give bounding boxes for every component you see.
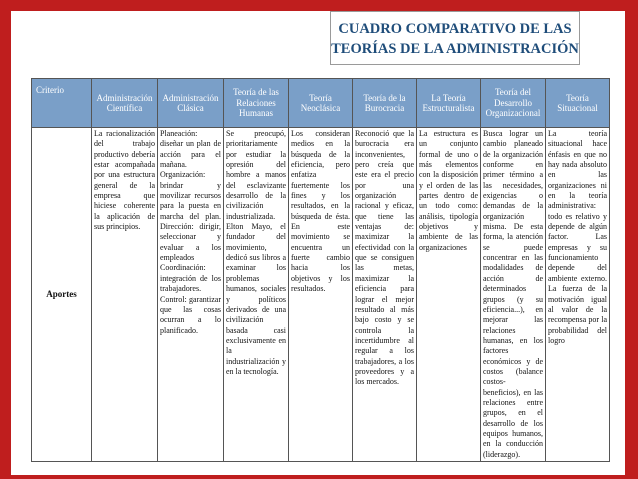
title-line-1: CUADRO COMPARATIVO DE LAS (338, 21, 572, 37)
header-situacional: Teoría Situacional (546, 79, 610, 128)
comparison-table (31, 78, 610, 462)
header-estructuralista: La Teoría Estructuralista (417, 79, 481, 128)
table-header-row (32, 79, 610, 128)
header-neoclasica: Teoría Neoclásica (289, 79, 353, 128)
row-label-aportes: Aportes (32, 128, 92, 462)
header-desarrollo-organizacional: Teoría del Desarrollo Organizacional (481, 79, 546, 128)
cell-burocracia: Reconoció que la burocracia era inconvenientes, pero creía que este era el precio por una organización racional y eficaz, que tiene las ventajas de: maximizar la efectividad con la que se consiguen las metas, maximizar la eficiencia para lograr el mejor resultado al más bajo costo y se controla la incertidumbre al regular a los trabajadores, a los proveedores y a los mercados. (353, 128, 417, 462)
table-row-aportes (32, 128, 610, 462)
title-line-2: TEORÍAS DE LA ADMINISTRACIÓN (331, 41, 579, 57)
cell-estructuralista: La estructura es un conjunto formal de uno o más elementos con la disposición y el orden de las partes dentro de un todo como: análisis, tipología objetivos y ambiente de las organizaciones (417, 128, 481, 462)
slide-title (330, 11, 580, 65)
header-relaciones-humanas: Teoría de las Relaciones Humanas (224, 79, 289, 128)
header-clasica: Administración Clásica (158, 79, 224, 128)
cell-desarrollo-organizacional: Busca lograr un cambio planeado de la organización conforme en primer término a las necesidades, exigencias o demandas de la organización misma. De esta forma, la atención se puede concentrar en las modalidades de acción de determinados grupos (y su eficiencia...), en mejorar las relaciones humanas, en los factores económicos y de costos (balance costos-beneficios), en las relaciones entre grupos, en el desarrollo de los equipos humanos, en la conducción (liderazgo). (481, 128, 546, 462)
header-criterio: Criterio (32, 79, 92, 128)
cell-situacional: La teoría situacional hace énfasis en que no hay nada absoluto en las organizaciones ni en la teoría administrativa: todo es relativo y depende de algún factor. Las empresas y su funcionamiento depende del ambiente externo. La fuerza de la motivación igual al valor de la recompensa por la probabilidad del logro (546, 128, 610, 462)
cell-neoclasica: Los consideran medios en la búsqueda de la eficiencia, pero enfatiza fuertemente los fines y los resultados, en la búsqueda de ésta. En este movimiento se encuentra un fuerte cambio hacia los objetivos y los resultados. (289, 128, 353, 462)
cell-relaciones-humanas: Se preocupó, prioritariamente por estudiar la opresión del hombre a manos del esclavizante desarrollo de la civilización industrializada. Elton Mayo, el fundador del movimiento, dedicó sus libros a examinar los problemas humanos, sociales y políticos derivados de una civilización basada casi exclusivamente en la industrialización y en la tecnología. (224, 128, 289, 462)
header-cientifica: Administración Científica (92, 79, 158, 128)
header-burocracia: Teoría de la Burocracia (353, 79, 417, 128)
cell-cientifica: La racionalización del trabajo productivo debería estar acompañada por una estructura general de la empresa que hiciese coherente la aplicación de sus principios. (92, 128, 158, 462)
cell-clasica: Planeación: diseñar un plan de acción para el mañana. Organización: brindar y movilizar recursos para la puesta en marcha del plan. Dirección: dirigir, seleccionar y evaluar a los empleados Coordinación: integración de los trabajadores. Control: garantizar que las cosas ocurran a lo planificado. (158, 128, 224, 462)
